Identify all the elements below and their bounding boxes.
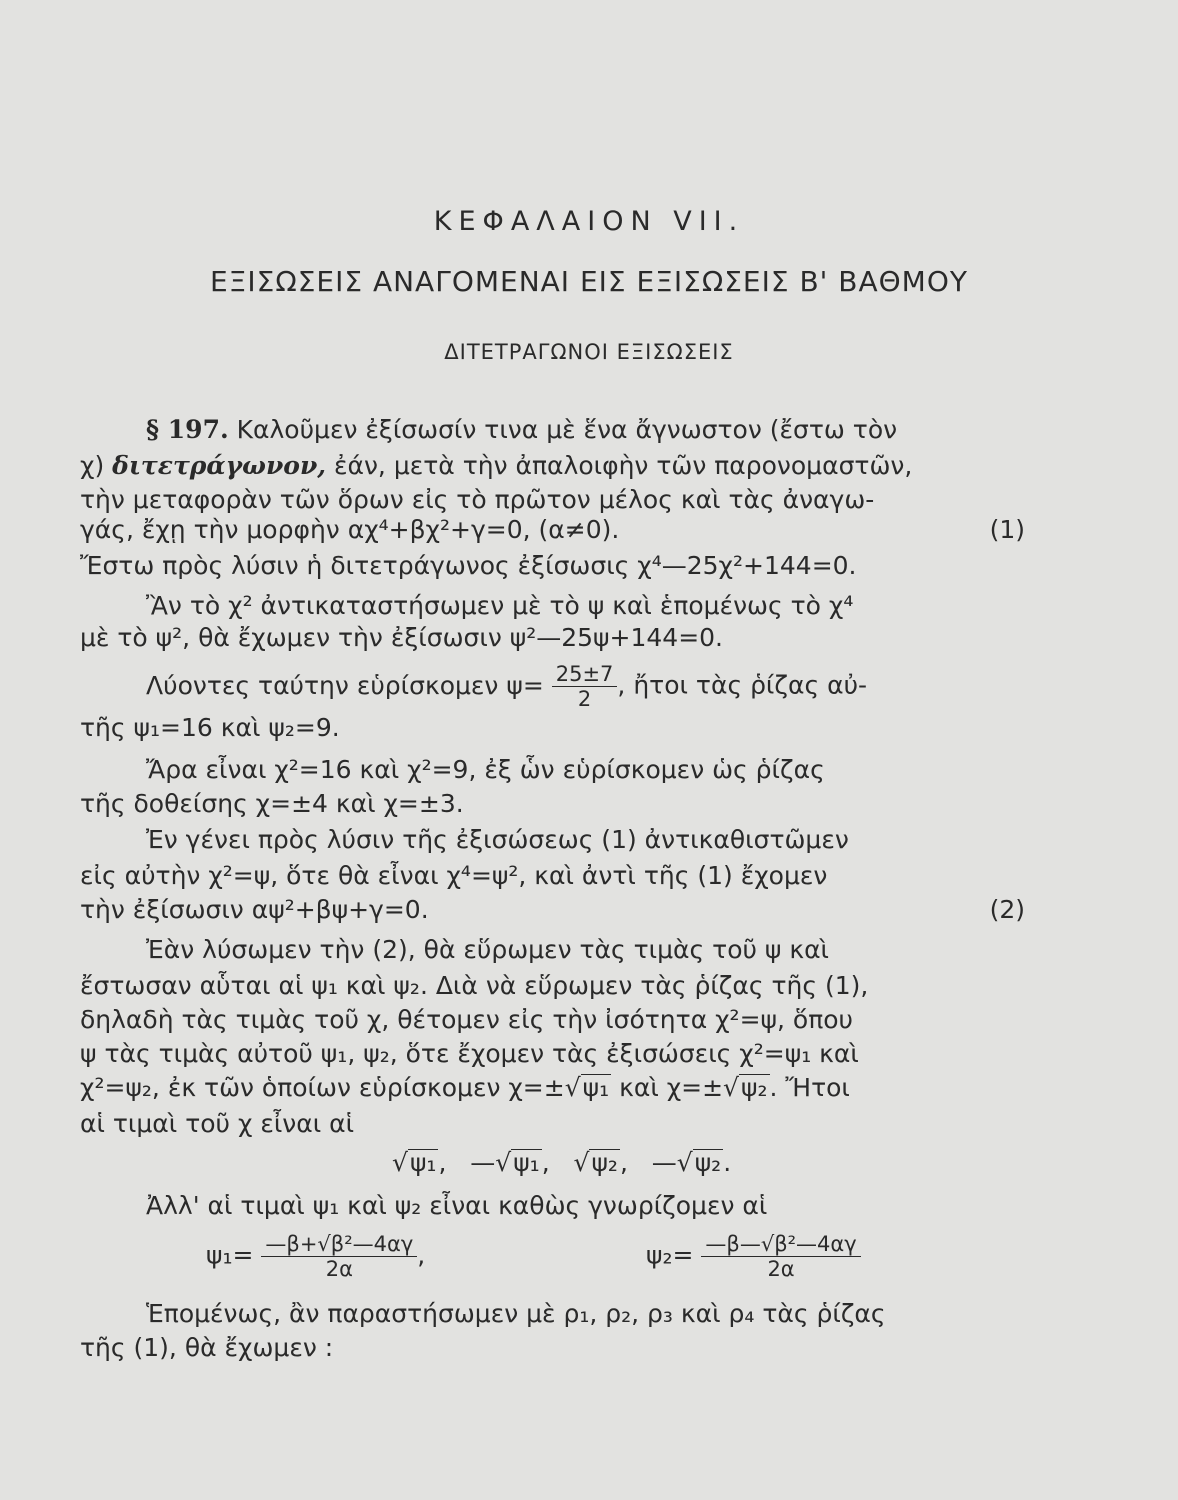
paragraph-line: ψ τὰς τιμὰς αὐτοῦ ψ₁, ψ₂, ὅτε ἔχομεν τὰς ἐξισώσεις χ²=ψ₁ καὶ xyxy=(80,1039,859,1068)
equation-number: (2) xyxy=(989,895,1025,924)
equation-number: (1) xyxy=(989,515,1025,544)
paragraph-line: αἱ τιμαὶ τοῦ χ εἶναι αἱ xyxy=(80,1109,355,1138)
text: χ²=ψ₂, ἐκ τῶν ὁποίων εὑρίσκομεν χ=±√ xyxy=(80,1073,581,1102)
text: . Ἤτοι xyxy=(769,1073,850,1102)
paragraph-line: δηλαδὴ τὰς τιμὰς τοῦ χ, θέτομεν εἰς τὴν ἰσότητα χ²=ψ, ὅπου xyxy=(80,1005,854,1034)
formula-psi2 xyxy=(646,1232,861,1281)
paragraph-line xyxy=(80,590,1025,622)
paragraph-line: μὲ τὸ ψ², θὰ ἔχωμεν τὴν ἐξίσωσιν ψ²—25ψ+144=0. xyxy=(80,623,724,652)
paragraph-line xyxy=(80,934,1025,966)
paragraph-line: τῆς ψ₁=16 καὶ ψ₂=9. xyxy=(80,713,340,742)
text: , ἤτοι τὰς ῥίζας αὐ- xyxy=(617,670,868,700)
paragraph-line xyxy=(80,894,1025,926)
chapter-title: ΕΞΙΣΩΣΕΙΣ ΑΝΑΓΟΜΕΝΑΙ ΕΙΣ ΕΞΙΣΩΣΕΙΣ Β' ΒΑΘΜΟΥ xyxy=(210,265,968,298)
text: Ἄρα εἶναι χ²=16 καὶ χ²=9, ἐξ ὧν εὑρίσκομεν ὡς ῥίζας xyxy=(146,755,825,784)
text: χ) xyxy=(80,451,105,480)
paragraph-line xyxy=(80,414,1025,446)
paragraph-line xyxy=(80,1298,1025,1330)
text: ψ₁= xyxy=(206,1240,254,1270)
text: καὶ χ=±√ xyxy=(611,1073,739,1102)
text: τὴν ἐξίσωσιν αψ²+βψ+γ=0. xyxy=(80,895,429,924)
paragraph-line: τῆς δοθείσης χ=±4 καὶ χ=±3. xyxy=(80,789,464,818)
paragraph-line xyxy=(80,662,1025,710)
chapter-heading: ΚΕΦΑΛΑΙΟΝ VII. xyxy=(433,206,745,237)
paragraph-line: τῆς (1), θὰ ἔχωμεν : xyxy=(80,1333,334,1362)
section-number: § 197. xyxy=(146,415,229,444)
radicand: ψ₂ xyxy=(741,1073,768,1102)
roots-list: √ψ₁, —√ψ₁, √ψ₂, —√ψ₂. xyxy=(392,1148,732,1177)
radicand: ψ₂ xyxy=(591,1148,618,1177)
radicand: ψ₁ xyxy=(582,1073,610,1102)
fraction-numerator: 25±7 xyxy=(552,662,618,687)
fraction-denominator: 2α xyxy=(325,1257,353,1281)
text: Ἀλλ' αἱ τιμαὶ ψ₁ καὶ ψ₂ εἶναι καθὼς γνωρίζομεν αἱ xyxy=(146,1191,768,1220)
text: Ἐὰν λύσωμεν τὴν (2), θὰ εὕρωμεν τὰς τιμὰς τοῦ ψ καὶ xyxy=(146,935,830,964)
fraction xyxy=(261,1232,417,1281)
sqrt-sign: √ xyxy=(392,1148,408,1177)
fraction xyxy=(701,1232,860,1281)
text: Καλοῦμεν ἐξίσωσίν τινα μὲ ἕνα ἄγνωστον (ἔστω τὸν xyxy=(236,415,898,444)
radicand: ψ₁ xyxy=(409,1148,437,1177)
sqrt-sign: —√ xyxy=(651,1148,693,1177)
text: γάς, ἔχῃ τὴν μορφὴν αχ⁴+βχ²+γ=0, (α≠0). xyxy=(80,515,620,544)
text: ψ₂= xyxy=(646,1240,694,1270)
text: Λύοντες ταύτην εὑρίσκομεν ψ= xyxy=(146,670,544,700)
paragraph-line: τὴν μεταφορὰν τῶν ὅρων εἰς τὸ πρῶτον μέλος καὶ τὰς ἀναγω- xyxy=(80,485,875,514)
text: Ἑπομένως, ἂν παραστήσωμεν μὲ ρ₁, ρ₂, ρ₃ καὶ ρ₄ τὰς ῥίζας xyxy=(146,1299,886,1328)
paragraph-line: ἔστωσαν αὗται αἱ ψ₁ καὶ ψ₂. Διὰ νὰ εὕρωμεν τὰς ῥίζας τῆς (1), xyxy=(80,971,869,1000)
text: Ἂν τὸ χ² ἀντικαταστήσωμεν μὲ τὸ ψ καὶ ἑπομένως τὸ χ⁴ xyxy=(146,591,854,620)
text: Ἐν γένει πρὸς λύσιν τῆς ἐξισώσεως (1) ἀντικαθιστῶμεν xyxy=(146,825,849,854)
fraction-numerator: —β+√β²—4αγ xyxy=(261,1232,417,1257)
text: ἐάν, μετὰ τὴν ἀπαλοιφὴν τῶν παρονομαστῶν, xyxy=(333,451,913,480)
fraction-denominator: 2α xyxy=(767,1257,795,1281)
fraction-denominator: 2 xyxy=(577,687,592,711)
paragraph-line xyxy=(80,824,1025,856)
radicand: ψ₁ xyxy=(513,1148,540,1177)
sqrt-sign: —√ xyxy=(470,1148,512,1177)
text: Ἔστω πρὸς λύσιν ἡ διτετράγωνος ἐξίσωσις χ⁴—25χ²+144=0. xyxy=(80,551,857,580)
paragraph-line xyxy=(80,514,1025,546)
paragraph-line: εἰς αὐτὴν χ²=ψ, ὅτε θὰ εἶναι χ⁴=ψ², καὶ ἀντὶ τῆς (1) ἔχομεν xyxy=(80,861,828,890)
paragraph-line xyxy=(80,1072,1025,1104)
fraction xyxy=(552,662,618,711)
paragraph-line xyxy=(80,450,1025,482)
term-definition: διτετράγωνον, xyxy=(112,451,327,480)
paragraph-line xyxy=(80,1190,1025,1222)
paragraph-line xyxy=(80,550,1025,582)
sqrt-sign: √ xyxy=(573,1148,590,1177)
paragraph-line xyxy=(80,754,1025,786)
formula-psi1: ψ₁= $\frac{\text{—β+√β²—4αγ}}{2\alpha}$ , xyxy=(206,1232,426,1281)
fraction-numerator: —β—√β²—4αγ xyxy=(701,1232,860,1257)
section-subtitle: ΔΙΤΕΤΡΑΓΩΝΟΙ ΕΞΙΣΩΣΕΙΣ xyxy=(444,340,734,364)
radicand: ψ₂ xyxy=(694,1148,722,1177)
